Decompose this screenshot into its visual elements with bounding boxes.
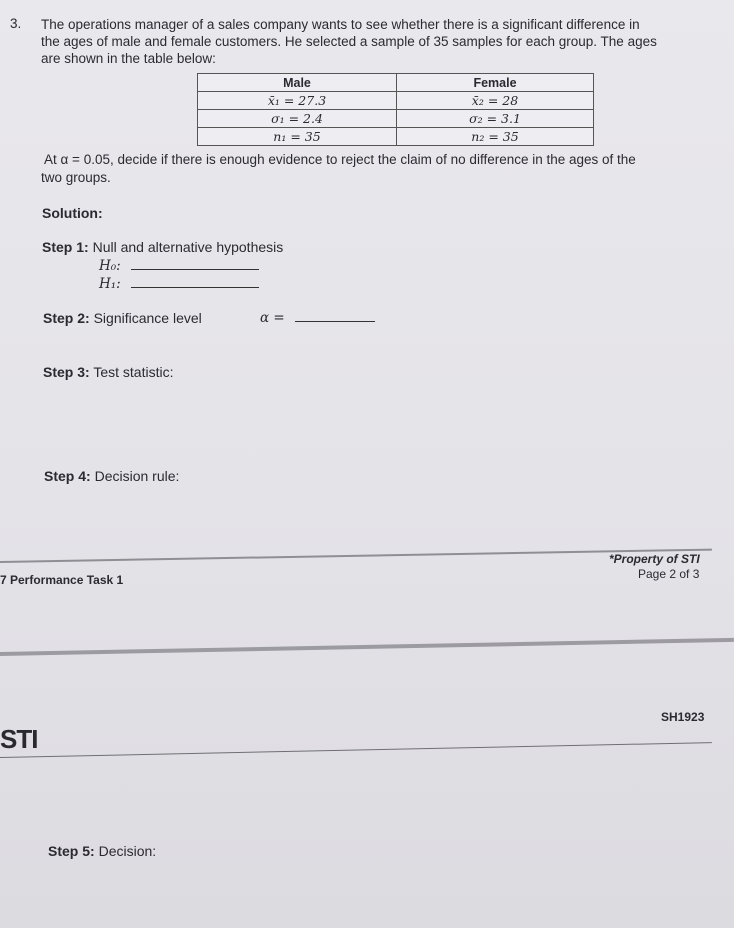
table-row bbox=[198, 92, 594, 110]
alpha-blank[interactable] bbox=[295, 321, 375, 322]
question-line: are shown in the table below: bbox=[41, 51, 216, 66]
step-1-text: Null and alternative hypothesis bbox=[92, 239, 284, 255]
footer-task: 7 Performance Task 1 bbox=[0, 573, 124, 587]
header-rule bbox=[0, 742, 712, 758]
step-2-text: Significance level bbox=[93, 310, 202, 326]
question-line: The operations manager of a sales company wants to see whether there is a significant difference in bbox=[41, 17, 640, 32]
course-code: SH1923 bbox=[661, 710, 705, 724]
table-row bbox=[198, 110, 594, 128]
step-4-text: Decision rule: bbox=[94, 468, 180, 484]
alpha-label: α = bbox=[260, 310, 285, 326]
h0-blank[interactable] bbox=[131, 269, 259, 270]
page-break-band bbox=[0, 638, 734, 656]
step-5-text: Decision: bbox=[98, 843, 157, 859]
header-female: Female bbox=[397, 74, 594, 92]
footer-rule bbox=[0, 549, 712, 563]
female-n: n₂ = 35 bbox=[397, 128, 594, 146]
step-3-label: Step 3: bbox=[43, 364, 90, 380]
h1-label: H₁: bbox=[99, 276, 121, 292]
footer-page: Page 2 of 3 bbox=[638, 567, 700, 581]
male-sd: σ₁ = 2.4 bbox=[198, 110, 397, 128]
step-4 bbox=[44, 468, 179, 484]
step-1 bbox=[42, 239, 283, 255]
alternative-hypothesis bbox=[99, 276, 259, 292]
step-2 bbox=[43, 310, 202, 326]
table-header-row bbox=[198, 74, 594, 92]
question-line: the ages of male and female customers. He selected a sample of 35 samples for each group. The ages bbox=[41, 34, 657, 49]
prompt-line: two groups. bbox=[41, 170, 111, 185]
male-mean: x̄₁ = 27.3 bbox=[198, 92, 397, 110]
question-number: 3. bbox=[10, 16, 22, 31]
step-5-label: Step 5: bbox=[48, 843, 95, 859]
header-male: Male bbox=[198, 74, 397, 92]
solution-heading: Solution: bbox=[42, 205, 103, 221]
null-hypothesis bbox=[99, 258, 259, 274]
table-row bbox=[198, 128, 594, 146]
footer-property: *Property of STI bbox=[609, 552, 700, 566]
step-3-text: Test statistic: bbox=[93, 364, 174, 380]
sample-statistics-table bbox=[197, 73, 594, 146]
step-2-label: Step 2: bbox=[43, 310, 90, 326]
significance-level bbox=[260, 310, 375, 326]
female-sd: σ₂ = 3.1 bbox=[397, 110, 594, 128]
h0-label: H₀: bbox=[99, 258, 121, 274]
step-4-label: Step 4: bbox=[44, 468, 91, 484]
step-3 bbox=[43, 364, 173, 380]
question-text bbox=[41, 16, 711, 67]
step-1-label: Step 1: bbox=[42, 239, 89, 255]
prompt-line: At α = 0.05, decide if there is enough evidence to reject the claim of no difference in the ages of the bbox=[44, 152, 636, 167]
male-n: n₁ = 35 bbox=[198, 128, 397, 146]
step-5 bbox=[48, 843, 156, 859]
female-mean: x̄₂ = 28 bbox=[397, 92, 594, 110]
sti-logo: STI bbox=[0, 724, 38, 754]
h1-blank[interactable] bbox=[131, 287, 259, 288]
